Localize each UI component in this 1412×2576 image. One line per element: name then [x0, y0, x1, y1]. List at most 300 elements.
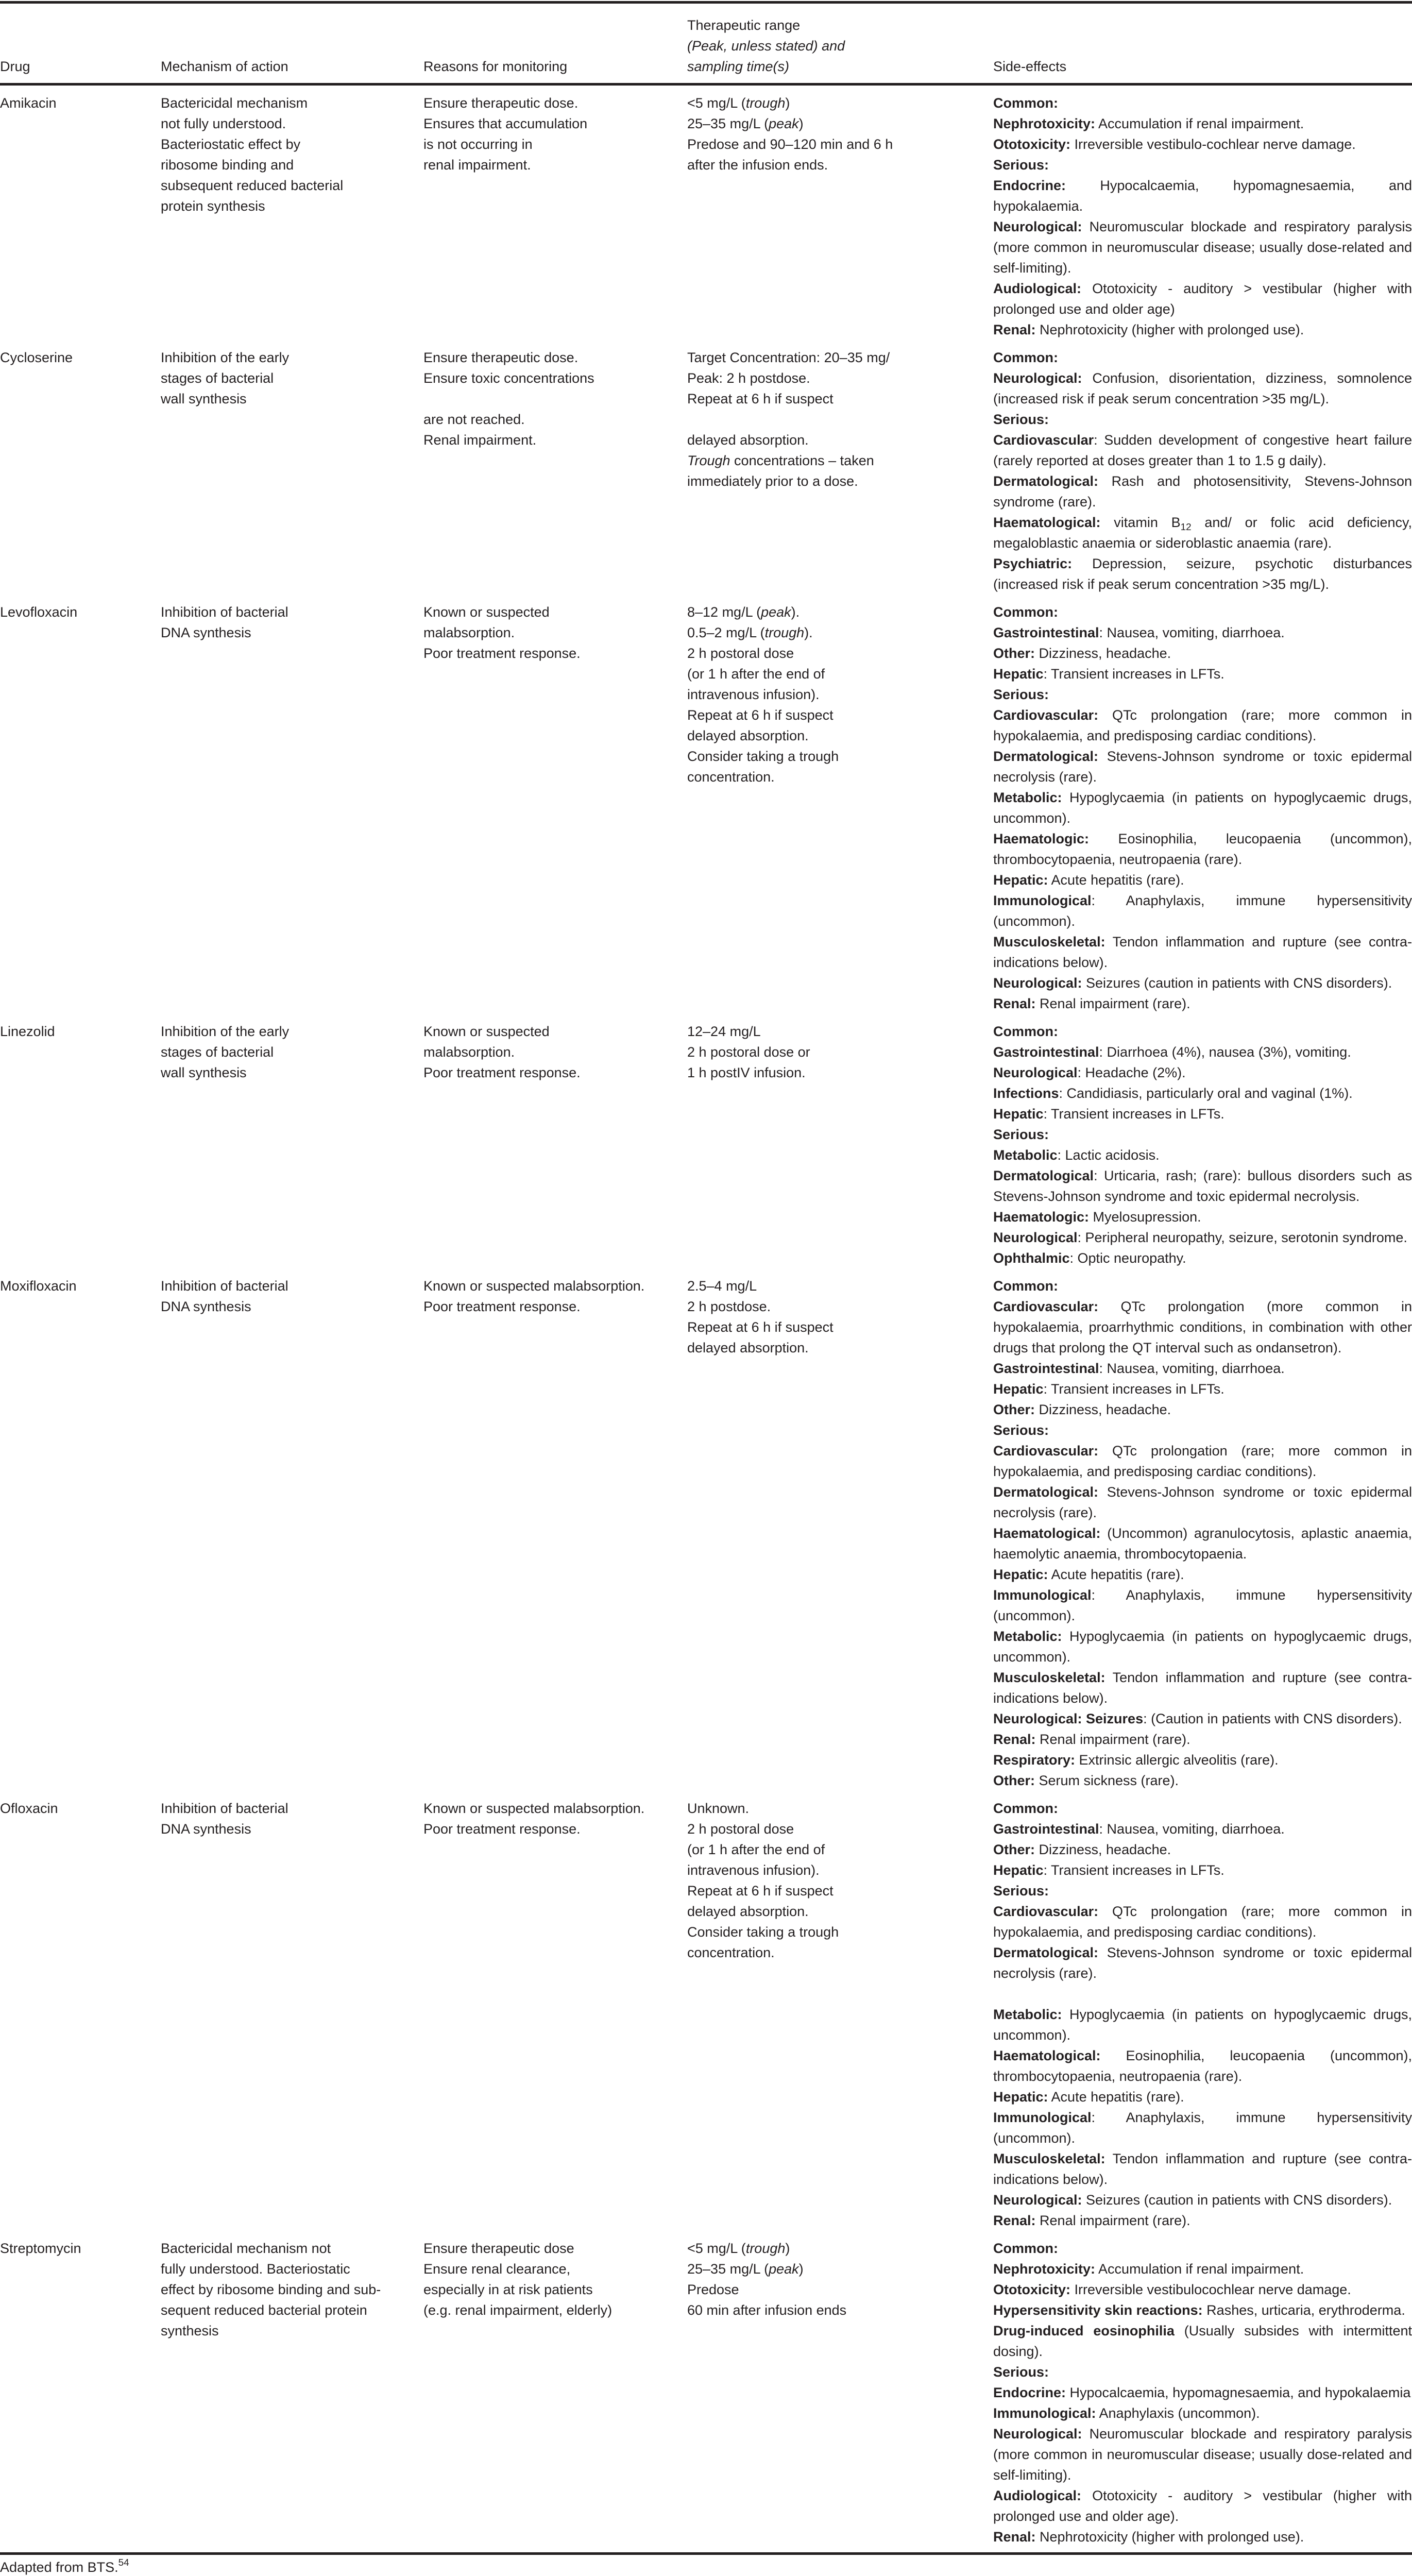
therapeutic-range-line: concentration. — [687, 1945, 775, 1960]
side-effect-system-label: Cardiovascular: — [993, 1443, 1099, 1459]
side-effect-description: Tendon inflammation and rupture (see contra-indications below). — [993, 1670, 1412, 1706]
side-effect-system-label: Hepatic: — [993, 2089, 1048, 2105]
side-effect-description: : (Caution in patients with CNS disorders). — [1143, 1711, 1402, 1726]
side-effect-entry — [993, 175, 1412, 216]
side-effect-entry — [993, 828, 1412, 870]
side-effect-description: Accumulation if renal impairment. — [1095, 116, 1304, 131]
drug-name: Moxifloxacin — [0, 1278, 77, 1294]
mechanism-of-action-line: Inhibition of bacterial — [161, 604, 288, 620]
side-effect-entry — [993, 1062, 1412, 1083]
side-effect-system-label: Neurological — [993, 1230, 1078, 1245]
side-effect-system-label: Hepatic — [993, 1862, 1044, 1878]
mechanism-of-action-line: Inhibition of the early — [161, 350, 290, 365]
reasons-for-monitoring — [423, 1021, 687, 1083]
side-effect-category-heading: Serious: — [993, 2364, 1049, 2380]
therapeutic-range-line: 2 h postoral dose or — [687, 1044, 810, 1060]
side-effect-entry — [993, 1083, 1412, 1104]
side-effect-system-label: Other: — [993, 1402, 1035, 1417]
side-effect-system-label: Dermatological: — [993, 1484, 1099, 1500]
side-effect-entry — [993, 1901, 1412, 1942]
reasons-for-monitoring-line: malabsorption. — [423, 1044, 515, 1060]
mechanism-of-action-line: synthesis — [161, 2323, 219, 2338]
side-effect-system-label: Neurological: Seizures — [993, 1711, 1144, 1726]
therapeutic-range-line: 1 h postIV infusion. — [687, 1065, 806, 1080]
side-effect-description: : Peripheral neuropathy, seizure, serotonin syndrome. — [1077, 1230, 1407, 1245]
side-effect-system-label: Neurological: — [993, 370, 1082, 386]
side-effect-entry — [993, 1227, 1412, 1248]
header-mechanism: Mechanism of action — [161, 59, 288, 74]
side-effect-system-label: Ototoxicity: — [993, 137, 1071, 152]
side-effect-system-label: Cardiovascular — [993, 432, 1094, 448]
side-effect-description: QTc prolongation (more common in hypokalaemia, proarrhythmic conditions, in combination with other drugs that prolong the QT interval such as ondansetron). — [993, 1299, 1412, 1355]
side-effect-entry — [993, 278, 1412, 319]
side-effect-entry — [993, 1482, 1412, 1523]
side-effect-system-label: Other: — [993, 1773, 1035, 1788]
side-effect-system-label: Immunological — [993, 893, 1092, 908]
mechanism-of-action — [161, 1021, 423, 1083]
side-effect-category-heading: Common: — [993, 95, 1058, 111]
side-effect-entry — [993, 1358, 1412, 1379]
drug-name: Streptomycin — [0, 2241, 81, 2256]
side-effect-category-heading: Serious: — [993, 687, 1049, 702]
drug-monitoring-table — [0, 1, 1412, 2576]
therapeutic-range-line: Predose and 90–120 min and 6 h — [687, 137, 893, 152]
header-side-effects: Side-effects — [993, 59, 1067, 74]
table-row — [0, 2231, 1412, 2547]
side-effect-system-label: Hypersensitivity skin reactions: — [993, 2302, 1203, 2318]
therapeutic-range-line: Repeat at 6 h if suspect — [687, 391, 833, 406]
side-effect-description: Ototoxicity - auditory > vestibular (higher with prolonged use and older age) — [993, 281, 1412, 317]
mechanism-of-action-line: Inhibition of the early — [161, 1024, 290, 1039]
side-effect-entry — [993, 2527, 1412, 2547]
reasons-for-monitoring-line: Known or suspected malabsorption. — [423, 1801, 645, 1816]
therapeutic-range-line: delayed absorption. — [687, 1904, 809, 1919]
table-body — [0, 86, 1412, 2547]
side-effect-description: Tendon inflammation and rupture (see contra-indications below). — [993, 934, 1412, 970]
mechanism-of-action-line: DNA synthesis — [161, 1299, 251, 1314]
table-row — [0, 1268, 1412, 1791]
side-effect-system-label: Endocrine: — [993, 2385, 1066, 2400]
mechanism-of-action-line: fully understood. Bacteriostatic — [161, 2261, 350, 2277]
header-reasons: Reasons for monitoring — [423, 59, 568, 74]
side-effect-description: (Usually subsides with intermittent dosing). — [993, 2323, 1412, 2359]
drug-name: Linezolid — [0, 1024, 55, 1039]
side-effect-entry — [993, 1729, 1412, 1750]
side-effect-category-heading: Serious: — [993, 1883, 1049, 1899]
reasons-for-monitoring-line: especially in at risk patients — [423, 2282, 593, 2297]
reasons-for-monitoring — [423, 602, 687, 664]
side-effect-system-label: Hepatic: — [993, 1567, 1048, 1582]
therapeutic-range-line: after the infusion ends. — [687, 157, 828, 173]
side-effect-entry — [993, 2107, 1412, 2148]
side-effect-description: Eosinophilia, leucopaenia (uncommon), thrombocytopaenia, neutropaenia (rare). — [993, 831, 1412, 867]
therapeutic-range-line: 2 h postoral dose — [687, 646, 794, 661]
therapeutic-range-line: (or 1 h after the end of — [687, 1842, 825, 1857]
side-effect-description: Hypocalcaemia, hypomagnesaemia, and hypokalaemia. — [993, 178, 1412, 214]
side-effect-description: Hypoglycaemia (in patients on hypoglycaemic drugs, uncommon). — [993, 2007, 1412, 2043]
side-effect-entry — [993, 2279, 1412, 2300]
side-effect-system-label: Musculoskeletal: — [993, 1670, 1105, 1685]
side-effect-entry — [993, 973, 1412, 993]
mechanism-of-action — [161, 1276, 423, 1317]
therapeutic-range-line: Consider taking a trough — [687, 749, 839, 764]
mechanism-of-action-line: stages of bacterial — [161, 1044, 274, 1060]
mechanism-of-action-line: Bacteriostatic effect by — [161, 137, 301, 152]
side-effect-description: Tendon inflammation and rupture (see contra-indications below). — [993, 2151, 1412, 2187]
footnote-reference: 54 — [118, 2557, 129, 2568]
side-effect-system-label: Metabolic: — [993, 790, 1062, 805]
side-effect-system-label: Gastrointestinal — [993, 625, 1099, 640]
side-effect-system-label: Ototoxicity: — [993, 2282, 1071, 2297]
therapeutic-range — [687, 93, 993, 175]
mechanism-of-action-line: effect by ribosome binding and sub- — [161, 2282, 381, 2297]
side-effect-entry — [993, 1819, 1412, 1839]
reasons-for-monitoring — [423, 1276, 687, 1317]
side-effect-system-label: Audiological: — [993, 2488, 1081, 2503]
side-effect-entry — [993, 746, 1412, 787]
side-effect-description: Dizziness, headache. — [1035, 1402, 1171, 1417]
side-effect-entry — [993, 1667, 1412, 1708]
side-effect-description: Nephrotoxicity (higher with prolonged use). — [1035, 322, 1304, 337]
reasons-for-monitoring — [423, 2238, 687, 2320]
mechanism-of-action-line: ribosome binding and — [161, 157, 294, 173]
side-effect-description: vitamin $B_{12}$ and/ or folic acid deficiency, megaloblastic anaemia or sideroblastic anaemia (rare). — [993, 515, 1412, 551]
side-effect-description: Irreversible vestibulo-cochlear nerve damage. — [1070, 137, 1356, 152]
mechanism-of-action — [161, 1798, 423, 1839]
side-effect-description: : Anaphylaxis, immune hypersensitivity (uncommon). — [993, 2110, 1412, 2146]
side-effect-entry — [993, 2320, 1412, 2362]
reasons-for-monitoring-line: renal impairment. — [423, 157, 531, 173]
side-effect-system-label: Metabolic: — [993, 2007, 1062, 2022]
therapeutic-range-line: delayed absorption. — [687, 1340, 809, 1355]
mechanism-of-action-line: stages of bacterial — [161, 370, 274, 386]
mechanism-of-action-line: wall synthesis — [161, 1065, 247, 1080]
side-effect-system-label: Hepatic — [993, 1381, 1044, 1397]
reasons-for-monitoring-line: Known or suspected — [423, 1024, 550, 1039]
side-effect-entry — [993, 2190, 1412, 2210]
side-effect-system-label: Audiological: — [993, 281, 1081, 296]
side-effects — [993, 347, 1412, 595]
mechanism-of-action — [161, 93, 423, 216]
side-effect-entry — [993, 1165, 1412, 1207]
side-effect-entry — [993, 134, 1412, 155]
side-effect-category-heading: Serious: — [993, 1422, 1049, 1438]
side-effect-entry — [993, 2087, 1412, 2107]
side-effect-description: : Candidiasis, particularly oral and vaginal (1%). — [1059, 1086, 1353, 1101]
reasons-for-monitoring-line — [423, 388, 687, 409]
therapeutic-range-line: 2 h postdose. — [687, 1299, 771, 1314]
side-effect-entry — [993, 368, 1412, 409]
header-therapeutic-range — [687, 15, 993, 77]
side-effect-entry — [993, 643, 1412, 664]
therapeutic-range — [687, 2238, 993, 2320]
side-effect-system-label: Dermatological: — [993, 1945, 1099, 1960]
reasons-for-monitoring — [423, 93, 687, 175]
mechanism-of-action-line: wall synthesis — [161, 391, 247, 406]
side-effect-description: Acute hepatitis (rare). — [1048, 2089, 1184, 2105]
side-effect-entry — [993, 1750, 1412, 1770]
therapeutic-range-line: intravenous infusion). — [687, 1862, 820, 1878]
therapeutic-range — [687, 1021, 993, 1083]
side-effect-system-label: Nephrotoxicity: — [993, 116, 1096, 131]
side-effect-entry — [993, 2004, 1412, 2045]
mechanism-of-action-line: Bactericidal mechanism not — [161, 2241, 331, 2256]
side-effect-system-label: Respiratory: — [993, 1752, 1076, 1768]
therapeutic-range — [687, 1798, 993, 1963]
therapeutic-range-line: delayed absorption. — [687, 432, 809, 448]
side-effects — [993, 2238, 1412, 2547]
mechanism-of-action — [161, 2238, 423, 2341]
side-effect-description: : Sudden development of congestive heart failure (rarely reported at doses greater than 1 to 1.5 g daily). — [993, 432, 1412, 468]
side-effect-description: : Transient increases in LFTs. — [1043, 1106, 1224, 1122]
side-effect-description: Neuromuscular blockade and respiratory paralysis (more common in neuromuscular disease; usually dose-related and self-limiting). — [993, 2426, 1412, 2483]
therapeutic-range-line: <5 mg/L (trough) — [687, 2241, 790, 2256]
side-effect-description: QTc prolongation (rare; more common in hypokalaemia, and predisposing cardiac conditions). — [993, 1904, 1412, 1940]
reasons-for-monitoring-line: Poor treatment response. — [423, 1821, 581, 1837]
side-effect-system-label: Drug-induced eosinophilia — [993, 2323, 1175, 2338]
side-effect-category-heading: Common: — [993, 350, 1058, 365]
mechanism-of-action-line: Inhibition of bacterial — [161, 1801, 288, 1816]
therapeutic-range-line: immediately prior to a dose. — [687, 473, 858, 489]
therapeutic-range-line: Repeat at 6 h if suspect — [687, 707, 833, 723]
reasons-for-monitoring-line: (e.g. renal impairment, elderly) — [423, 2302, 613, 2318]
header-drug: Drug — [0, 59, 30, 74]
side-effect-entry — [993, 1399, 1412, 1420]
therapeutic-range-line: intravenous infusion). — [687, 687, 820, 702]
side-effect-description: Seizures (caution in patients with CNS disorders). — [1082, 2192, 1392, 2208]
drug-name: Ofloxacin — [0, 1801, 58, 1816]
side-effect-system-label: Cardiovascular: — [993, 707, 1099, 723]
side-effect-entry — [993, 512, 1412, 553]
drug-name: Amikacin — [0, 95, 57, 111]
side-effect-system-label: Dermatological: — [993, 749, 1099, 764]
drug-name: Levofloxacin — [0, 604, 78, 620]
side-effect-system-label: Neurological — [993, 1065, 1078, 1080]
mechanism-of-action-line: Inhibition of bacterial — [161, 1278, 288, 1294]
therapeutic-range-line: delayed absorption. — [687, 728, 809, 743]
side-effects — [993, 1276, 1412, 1791]
therapeutic-range-line: <5 mg/L (trough) — [687, 95, 790, 111]
side-effect-entry — [993, 2382, 1412, 2403]
therapeutic-range-line: Unknown. — [687, 1801, 750, 1816]
therapeutic-range-line: 2 h postoral dose — [687, 1821, 794, 1837]
side-effect-system-label: Metabolic: — [993, 1629, 1062, 1644]
reasons-for-monitoring-line: Ensures that accumulation — [423, 116, 588, 131]
therapeutic-range-line: 60 min after infusion ends — [687, 2302, 847, 2318]
side-effect-entry — [993, 471, 1412, 512]
side-effect-description: Hypoglycaemia (in patients on hypoglycaemic drugs, uncommon). — [993, 1629, 1412, 1665]
side-effects — [993, 602, 1412, 1014]
therapeutic-range-line: 2.5–4 mg/L — [687, 1278, 757, 1294]
side-effect-entry — [993, 2045, 1412, 2087]
side-effect-spacer — [993, 1984, 1412, 2004]
side-effect-description: : Lactic acidosis. — [1057, 1147, 1160, 1163]
therapeutic-range-line: concentration. — [687, 769, 775, 785]
table-bottom-rule — [0, 2552, 1412, 2555]
side-effect-system-label: Cardiovascular: — [993, 1299, 1099, 1314]
side-effect-description: : Transient increases in LFTs. — [1043, 1381, 1224, 1397]
side-effect-system-label: Psychiatric: — [993, 556, 1073, 571]
side-effect-category-heading: Common: — [993, 1024, 1058, 1039]
side-effect-description: Depression, seizure, psychotic disturbances (increased risk if peak serum concentration >35 mg/L). — [993, 556, 1412, 592]
side-effect-system-label: Immunological — [993, 2110, 1092, 2125]
side-effect-entry — [993, 319, 1412, 340]
side-effect-system-label: Haematological: — [993, 2048, 1101, 2063]
side-effect-entry — [993, 1942, 1412, 1984]
table-row — [0, 1791, 1412, 2231]
side-effect-description: Renal impairment (rare). — [1035, 996, 1190, 1011]
side-effect-entry — [993, 1626, 1412, 1667]
side-effect-system-label: Immunological: — [993, 2405, 1096, 2421]
therapeutic-range-line: 25–35 mg/L (peak) — [687, 2261, 804, 2277]
side-effect-entry — [993, 890, 1412, 931]
reasons-for-monitoring-line: malabsorption. — [423, 625, 515, 640]
side-effect-system-label: Hepatic — [993, 666, 1044, 682]
therapeutic-range-line: Consider taking a trough — [687, 1924, 839, 1940]
side-effects — [993, 1021, 1412, 1268]
side-effect-entry — [993, 622, 1412, 643]
side-effect-system-label: Neurological: — [993, 975, 1082, 991]
side-effect-entry — [993, 216, 1412, 278]
side-effect-description: : Anaphylaxis, immune hypersensitivity (uncommon). — [993, 1587, 1412, 1623]
side-effect-category-heading: Common: — [993, 604, 1058, 620]
side-effect-description: (Uncommon) agranulocytosis, aplastic anaemia, haemolytic anaemia, thrombocytopaenia. — [993, 1526, 1412, 1562]
side-effects — [993, 93, 1412, 340]
therapeutic-range-line: 12–24 mg/L — [687, 1024, 761, 1039]
therapeutic-range-line: Trough concentrations – taken — [687, 453, 874, 468]
side-effect-entry — [993, 1708, 1412, 1729]
side-effect-system-label: Gastrointestinal — [993, 1821, 1099, 1837]
drug-name: Cycloserine — [0, 350, 73, 365]
side-effect-description: Serum sickness (rare). — [1035, 1773, 1179, 1788]
side-effect-system-label: Other: — [993, 646, 1035, 661]
side-effect-system-label: Renal: — [993, 996, 1036, 1011]
side-effect-system-label: Hepatic: — [993, 872, 1048, 888]
reasons-for-monitoring-line: is not occurring in — [423, 137, 533, 152]
mechanism-of-action — [161, 602, 423, 643]
side-effect-description: Renal impairment (rare). — [1035, 2213, 1190, 2228]
header-range-line: sampling time(s) — [687, 59, 790, 74]
side-effect-description: Irreversible vestibulocochlear nerve damage. — [1070, 2282, 1351, 2297]
mechanism-of-action-line: protein synthesis — [161, 198, 265, 214]
table-header-row — [0, 4, 1412, 83]
therapeutic-range — [687, 1276, 993, 1358]
side-effect-description: Renal impairment (rare). — [1035, 1732, 1190, 1747]
side-effect-system-label: Haematologic: — [993, 831, 1090, 846]
reasons-for-monitoring-line: Ensure therapeutic dose. — [423, 350, 579, 365]
side-effect-description: : Urticaria, rash; (rare): bullous disorders such as Stevens-Johnson syndrome and toxic epidermal necrolysis. — [993, 1168, 1412, 1204]
side-effect-entry — [993, 705, 1412, 746]
reasons-for-monitoring-line: Poor treatment response. — [423, 1065, 581, 1080]
side-effect-system-label: Neurological: — [993, 2192, 1082, 2208]
side-effect-description: Extrinsic allergic alveolitis (rare). — [1075, 1752, 1279, 1768]
footnote-text: Adapted from BTS. — [0, 2560, 118, 2575]
side-effect-system-label: Nephrotoxicity: — [993, 2261, 1096, 2277]
side-effect-entry — [993, 2485, 1412, 2527]
reasons-for-monitoring-line: Known or suspected malabsorption. — [423, 1278, 645, 1294]
side-effect-category-heading: Common: — [993, 1278, 1058, 1294]
side-effect-system-label: Cardiovascular: — [993, 1904, 1099, 1919]
side-effect-entry — [993, 2259, 1412, 2279]
side-effect-entry — [993, 993, 1412, 1014]
side-effect-system-label: Gastrointestinal — [993, 1361, 1099, 1376]
mechanism-of-action — [161, 347, 423, 409]
side-effect-entry — [993, 2424, 1412, 2485]
side-effect-category-heading: Serious: — [993, 1127, 1049, 1142]
table-row — [0, 1014, 1412, 1268]
side-effect-entry — [993, 1248, 1412, 1268]
side-effect-description: : Transient increases in LFTs. — [1043, 666, 1224, 682]
side-effect-system-label: Endocrine: — [993, 178, 1066, 193]
reasons-for-monitoring-line: Ensure therapeutic dose — [423, 2241, 574, 2256]
side-effect-system-label: Haematological: — [993, 515, 1101, 530]
side-effect-category-heading: Common: — [993, 2241, 1058, 2256]
reasons-for-monitoring-line: Poor treatment response. — [423, 646, 581, 661]
side-effect-category-heading: Common: — [993, 1801, 1058, 1816]
mechanism-of-action-line: sequent reduced bacterial protein — [161, 2302, 367, 2318]
therapeutic-range — [687, 347, 993, 492]
side-effect-description: : Optic neuropathy. — [1069, 1250, 1186, 1266]
therapeutic-range-line: Repeat at 6 h if suspect — [687, 1319, 833, 1335]
side-effect-system-label: Metabolic — [993, 1147, 1058, 1163]
side-effect-system-label: Renal: — [993, 1732, 1036, 1747]
side-effect-system-label: Gastrointestinal — [993, 1044, 1099, 1060]
mechanism-of-action-line: DNA synthesis — [161, 1821, 251, 1837]
side-effect-system-label: Immunological — [993, 1587, 1092, 1603]
side-effect-category-heading: Serious: — [993, 412, 1049, 427]
reasons-for-monitoring-line: Renal impairment. — [423, 432, 537, 448]
side-effect-description: Confusion, disorientation, dizziness, somnolence (increased risk if peak serum concentration >35 mg/L). — [993, 370, 1412, 406]
side-effect-category-heading: Serious: — [993, 157, 1049, 173]
side-effect-description: Rash and photosensitivity, Stevens-Johnson syndrome (rare). — [993, 473, 1412, 510]
side-effect-entry — [993, 870, 1412, 890]
side-effect-entry — [993, 553, 1412, 595]
side-effect-description: Stevens-Johnson syndrome or toxic epidermal necrolysis (rare). — [993, 749, 1412, 785]
therapeutic-range-line: (or 1 h after the end of — [687, 666, 825, 682]
side-effect-description: Nephrotoxicity (higher with prolonged use). — [1035, 2529, 1304, 2545]
side-effect-description: Dizziness, headache. — [1035, 646, 1171, 661]
side-effect-description: Stevens-Johnson syndrome or toxic epidermal necrolysis (rare). — [993, 1484, 1412, 1520]
reasons-for-monitoring — [423, 347, 687, 450]
reasons-for-monitoring — [423, 1798, 687, 1839]
side-effect-system-label: Renal: — [993, 2213, 1036, 2228]
mechanism-of-action-line: DNA synthesis — [161, 625, 251, 640]
side-effect-system-label: Neurological: — [993, 219, 1082, 234]
reasons-for-monitoring-line: Ensure therapeutic dose. — [423, 95, 579, 111]
side-effect-description: Myelosupression. — [1089, 1209, 1201, 1225]
therapeutic-range-line: 0.5–2 mg/L (trough). — [687, 625, 813, 640]
side-effect-entry — [993, 1770, 1412, 1791]
side-effect-description: Acute hepatitis (rare). — [1048, 1567, 1184, 1582]
side-effect-system-label: Musculoskeletal: — [993, 934, 1105, 950]
therapeutic-range-line: Peak: 2 h postdose. — [687, 370, 810, 386]
side-effect-entry — [993, 1585, 1412, 1626]
therapeutic-range-line — [687, 409, 993, 430]
reasons-for-monitoring-line: Ensure toxic concentrations — [423, 370, 594, 386]
side-effect-system-label: Dermatological: — [993, 473, 1099, 489]
side-effect-description: QTc prolongation (rare; more common in hypokalaemia, and predisposing cardiac conditions). — [993, 707, 1412, 743]
side-effect-description: Ototoxicity - auditory > vestibular (higher with prolonged use and older age). — [993, 2488, 1412, 2524]
therapeutic-range-line: 8–12 mg/L (peak). — [687, 604, 800, 620]
side-effect-description: : Anaphylaxis, immune hypersensitivity (uncommon). — [993, 893, 1412, 929]
side-effect-entry — [993, 1207, 1412, 1227]
side-effect-description: QTc prolongation (rare; more common in hypokalaemia, and predisposing cardiac conditions). — [993, 1443, 1412, 1479]
table-footnote — [0, 2557, 1412, 2576]
side-effect-entry — [993, 787, 1412, 828]
side-effect-system-label: Haematologic: — [993, 1209, 1090, 1225]
side-effect-description: : Nausea, vomiting, diarrhoea. — [1099, 625, 1285, 640]
side-effect-description: Acute hepatitis (rare). — [1048, 872, 1184, 888]
